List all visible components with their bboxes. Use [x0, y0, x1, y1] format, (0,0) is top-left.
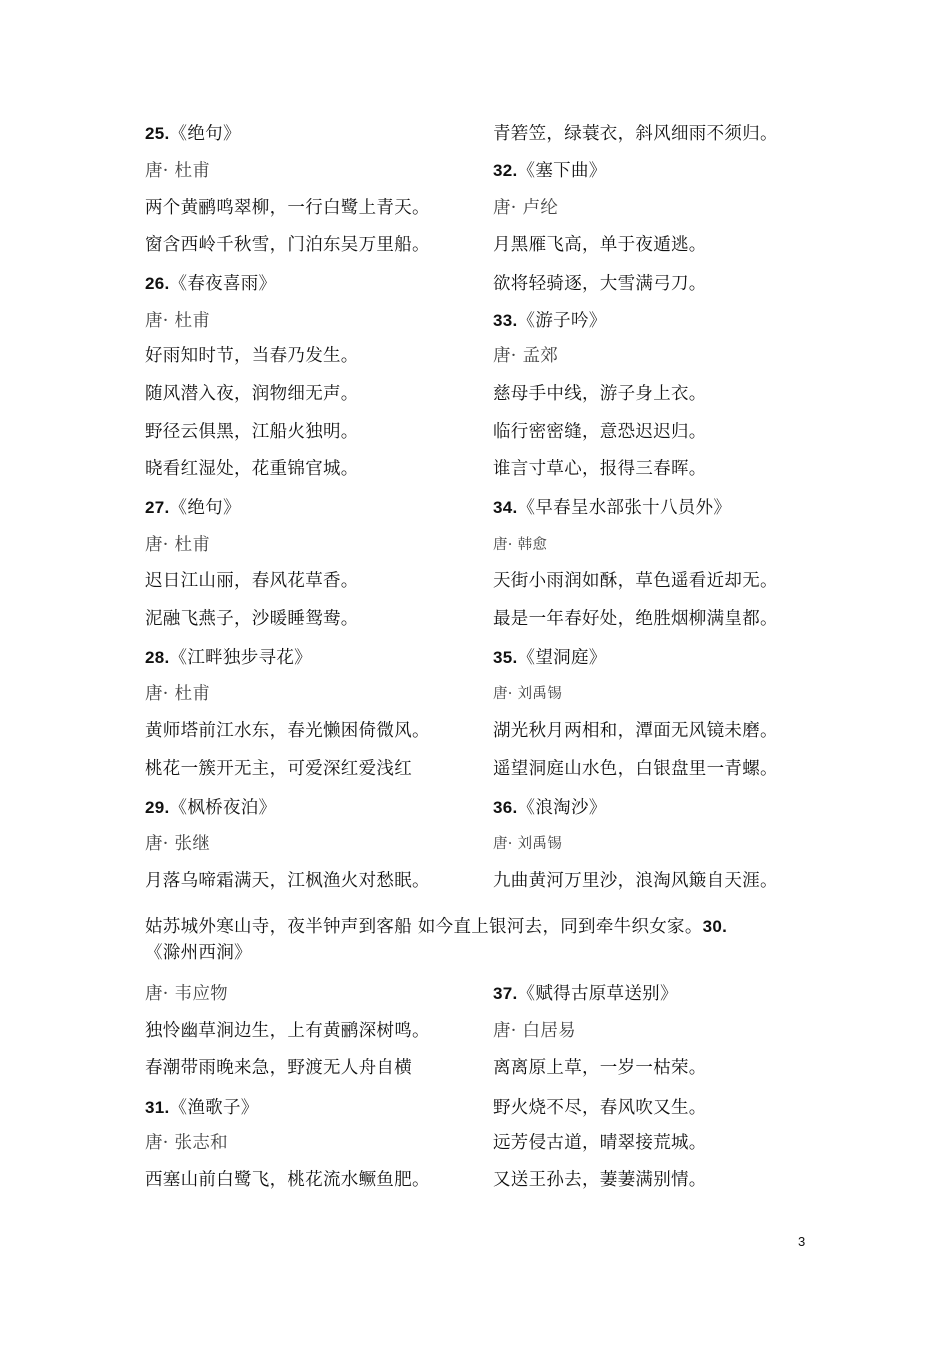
poem-title: 《早春呈水部张十八员外》 — [517, 498, 732, 518]
poem-author: 唐· 白居易 — [493, 1021, 576, 1041]
poem-verse: 春潮带雨晚来急，野渡无人舟自横 — [145, 1058, 412, 1078]
poem-number: 31. — [145, 1098, 170, 1117]
poem-title: 《绝句》 — [169, 124, 241, 144]
poem-verse: 离离原上草，一岁一枯荣。 — [493, 1058, 707, 1078]
poem-author: 唐· 杜甫 — [145, 684, 211, 704]
poem-heading — [493, 646, 607, 670]
poem-title: 《望洞庭》 — [517, 648, 607, 668]
poem-author: 唐· 刘禹锡 — [493, 836, 563, 852]
poem-verse: 月黑雁飞高，单于夜遁逃。 — [493, 235, 707, 255]
poem-verse: 晓看红湿处，花重锦官城。 — [145, 459, 359, 479]
poem-heading — [493, 309, 607, 333]
poem-number: 25. — [145, 124, 170, 143]
poem-heading — [493, 796, 607, 820]
poem-author: 唐· 卢纶 — [493, 198, 559, 218]
poem-title: 《塞下曲》 — [517, 161, 607, 181]
poem-verse: 随风潜入夜，润物细无声。 — [145, 384, 359, 404]
poem-title: 《江畔独步寻花》 — [169, 648, 312, 668]
merged-line-text: 姑苏城外寒山寺，夜半钟声到客船 如今直上银河去，同到牵牛织女家。 — [145, 917, 703, 937]
poem-number: 29. — [145, 798, 170, 817]
poem-verse: 野径云俱黑，江船火独明。 — [145, 422, 359, 442]
poem-author: 唐· 孟郊 — [493, 346, 559, 366]
poem-title: 《枫桥夜泊》 — [169, 798, 277, 818]
poem-author: 唐· 张志和 — [145, 1133, 228, 1153]
poem-verse: 桃花一簇开无主，可爱深红爱浅红 — [145, 759, 412, 779]
poem-number: 27. — [145, 498, 170, 517]
poem-number: 34. — [493, 498, 518, 517]
poem-title: 《浪淘沙》 — [517, 798, 607, 818]
poem-heading — [493, 982, 678, 1006]
poem-author: 唐· 刘禹锡 — [493, 686, 563, 702]
poem-verse: 泥融飞燕子，沙暖睡鸳鸯。 — [145, 609, 359, 629]
poem-heading — [145, 272, 276, 296]
poem-number: 32. — [493, 161, 518, 180]
page-number: 3 — [798, 1234, 806, 1249]
poem-number: 26. — [145, 274, 170, 293]
poem-number: 30. — [702, 917, 728, 936]
poem-verse: 又送王孙去，萋萋满别情。 — [493, 1170, 707, 1190]
poem-verse: 湖光秋月两相和，潭面无风镜未磨。 — [493, 721, 778, 741]
poem-heading — [145, 796, 276, 820]
poem-verse: 欲将轻骑逐，大雪满弓刀。 — [493, 274, 707, 294]
poem-author: 唐· 韦应物 — [145, 984, 228, 1004]
poem-title: 《绝句》 — [169, 498, 241, 518]
poem-author: 唐· 杜甫 — [145, 535, 211, 555]
poem-heading — [145, 122, 241, 146]
poem-heading — [493, 496, 731, 520]
poem-author: 唐· 杜甫 — [145, 311, 211, 331]
poem-verse: 遥望洞庭山水色，白银盘里一青螺。 — [493, 759, 778, 779]
poem-author: 唐· 张继 — [145, 834, 211, 854]
poem-number: 35. — [493, 648, 518, 667]
poem-verse: 西塞山前白鹭飞，桃花流水鳜鱼肥。 — [145, 1170, 430, 1190]
poem-title: 《滁州西涧》 — [145, 943, 252, 963]
poem-verse: 野火烧不尽，春风吹又生。 — [493, 1098, 707, 1118]
poem-verse: 天街小雨润如酥，草色遥看近却无。 — [493, 571, 778, 591]
poem-heading — [145, 496, 241, 520]
poem-number: 36. — [493, 798, 518, 817]
poem-verse: 黄师塔前江水东，春光懒困倚微风。 — [145, 721, 430, 741]
poem-verse: 两个黄鹂鸣翠柳，一行白鹭上青天。 — [145, 198, 430, 218]
poem-title: 《渔歌子》 — [169, 1098, 259, 1118]
poem-heading — [145, 646, 312, 670]
poem-verse: 青箬笠，绿蓑衣，斜风细雨不须归。 — [493, 124, 778, 144]
poem-verse: 临行密密缝，意恐迟迟归。 — [493, 422, 707, 442]
poem-title: 《春夜喜雨》 — [169, 274, 277, 294]
poem-author: 唐· 韩愈 — [493, 537, 548, 553]
poem-title: 《赋得古原草送别》 — [517, 984, 678, 1004]
poem-author: 唐· 杜甫 — [145, 161, 211, 181]
poem-verse: 好雨知时节，当春乃发生。 — [145, 346, 359, 366]
poem-number: 33. — [493, 311, 518, 330]
poem-verse: 独怜幽草涧边生，上有黄鹂深树鸣。 — [145, 1021, 430, 1041]
poem-verse: 迟日江山丽，春风花草香。 — [145, 571, 359, 591]
poem-verse: 窗含西岭千秋雪，门泊东吴万里船。 — [145, 235, 430, 255]
poem-verse: 月落乌啼霜满天，江枫渔火对愁眠。 — [145, 871, 430, 891]
poem-verse: 谁言寸草心，报得三春晖。 — [493, 459, 707, 479]
poem-verse: 九曲黄河万里沙，浪淘风簸自天涯。 — [493, 871, 778, 891]
merged-line — [145, 914, 785, 966]
poem-title: 《游子吟》 — [517, 311, 607, 331]
poem-heading — [493, 159, 607, 183]
poem-number: 37. — [493, 984, 518, 1003]
poem-verse: 远芳侵古道，晴翠接荒城。 — [493, 1133, 707, 1153]
poem-verse: 慈母手中线，游子身上衣。 — [493, 384, 707, 404]
poem-heading — [145, 1096, 259, 1120]
poem-verse: 最是一年春好处，绝胜烟柳满皇都。 — [493, 609, 778, 629]
poem-number: 28. — [145, 648, 170, 667]
